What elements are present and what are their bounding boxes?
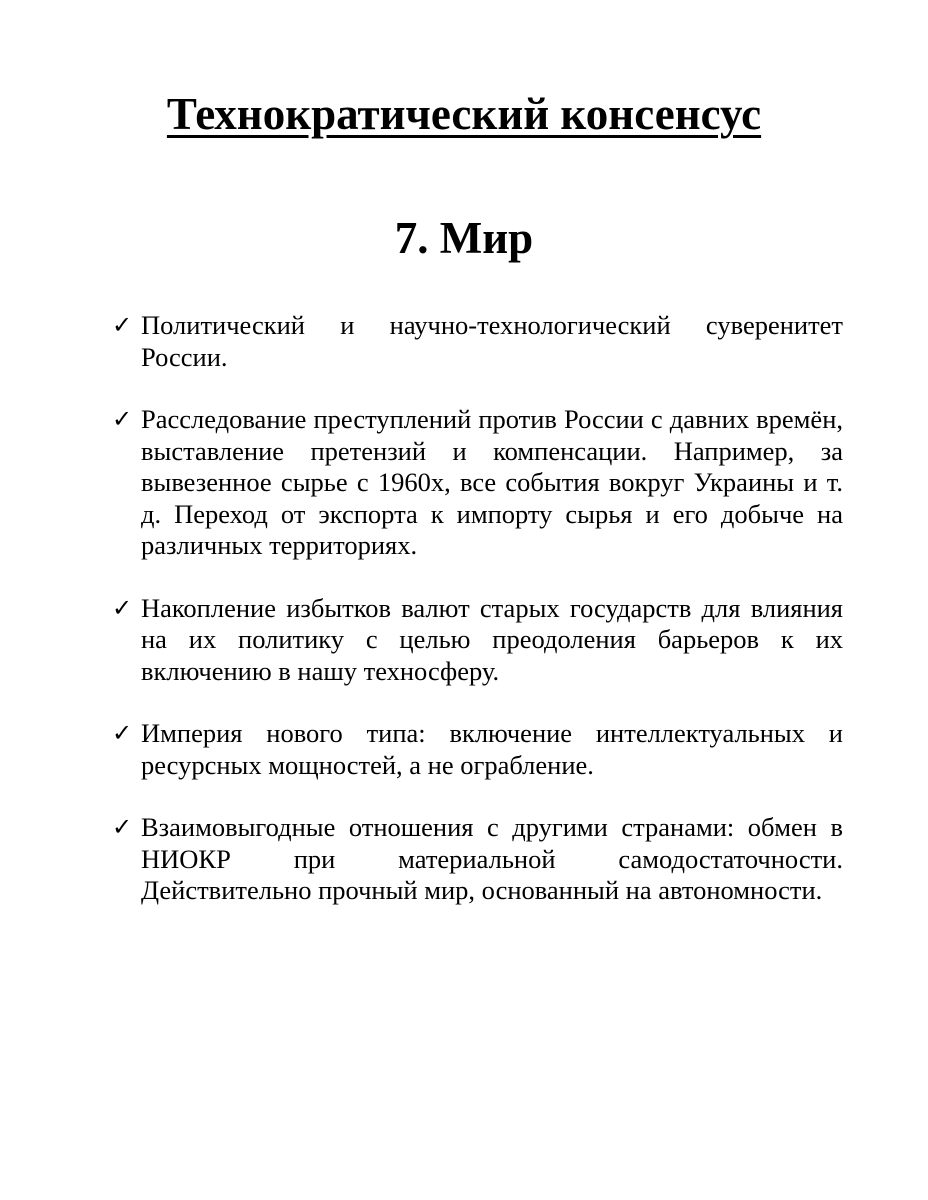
list-item-text: Империя нового типа: включение интеллектуальных и ресурсных мощностей, а не ограбление. <box>141 718 843 780</box>
list-item <box>110 812 843 907</box>
list-item <box>110 404 843 562</box>
list-item-text: Расследование преступлений против России с давних времён, выставление претензий и компенсации. Например, за вывезенное сырье с 1960х, все события вокруг Украины и т. д. Переход от экспорта к импорту сырья и его добыче на различных территориях. <box>141 404 843 560</box>
list-item-text: Политический и научно-технологический суверенитет России. <box>141 310 843 372</box>
bullet-list <box>110 310 843 938</box>
checkmark-icon: ✓ <box>112 593 133 622</box>
list-item <box>110 718 843 781</box>
list-item <box>110 593 843 688</box>
checkmark-icon: ✓ <box>112 719 133 747</box>
checkmark-icon: ✓ <box>112 311 133 339</box>
section-heading: 7. Мир <box>394 213 534 263</box>
list-item <box>110 310 843 373</box>
list-item-text: Взаимовыгодные отношения с другими странами: обмен в НИОКР при материальной самодостаточности. Действительно прочный мир, основанный на автономности. <box>141 812 843 905</box>
checkmark-icon: ✓ <box>112 813 133 841</box>
list-item-text: Накопление избытков валют старых государств для влияния на их политику с целью преодоления барьеров к их включению в нашу техносферу. <box>141 592 843 686</box>
document-title: Технократический консенсус <box>166 89 762 139</box>
checkmark-icon: ✓ <box>112 405 133 433</box>
